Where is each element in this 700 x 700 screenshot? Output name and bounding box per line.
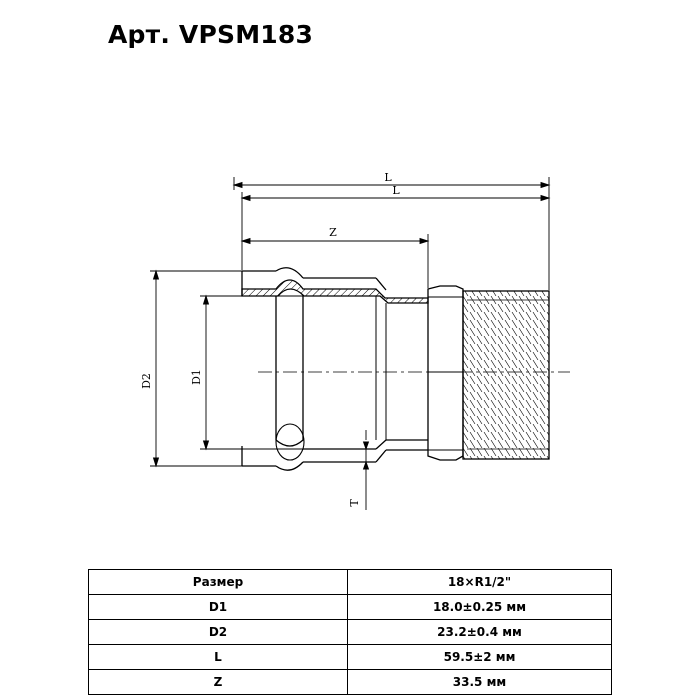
spec-value: 18.0±0.25 мм [348,595,612,620]
spec-value: 23.2±0.4 мм [348,620,612,645]
table-row [89,595,612,620]
dimension-Z [242,234,428,288]
spec-key: Z [89,670,348,695]
label-L-inner: L [392,184,400,197]
specifications-table [88,569,612,695]
hex-nut [428,286,463,460]
table-row [89,620,612,645]
label-D2: D2 [140,373,153,389]
label-L-outer: L [384,171,392,184]
spec-value: 18×R1/2" [348,570,612,595]
fitting-body [242,268,549,470]
dimension-D2 [150,271,276,466]
label-D1: D1 [190,369,203,385]
table-row [89,570,612,595]
label-T: T [348,499,361,507]
spec-value: 59.5±2 мм [348,645,612,670]
spec-key: Размер [89,570,348,595]
product-article-title: Арт. VPSM183 [108,20,314,49]
spec-key: D1 [89,595,348,620]
dimension-L-inner [242,192,549,270]
table-row [89,670,612,695]
male-thread [463,291,549,459]
label-Z: Z [329,226,337,239]
dimension-T [364,430,369,510]
spec-key: D2 [89,620,348,645]
spec-key: L [89,645,348,670]
dimension-D1 [200,296,303,449]
top-wall-section [242,280,428,303]
table-row [89,645,612,670]
spec-value: 33.5 мм [348,670,612,695]
